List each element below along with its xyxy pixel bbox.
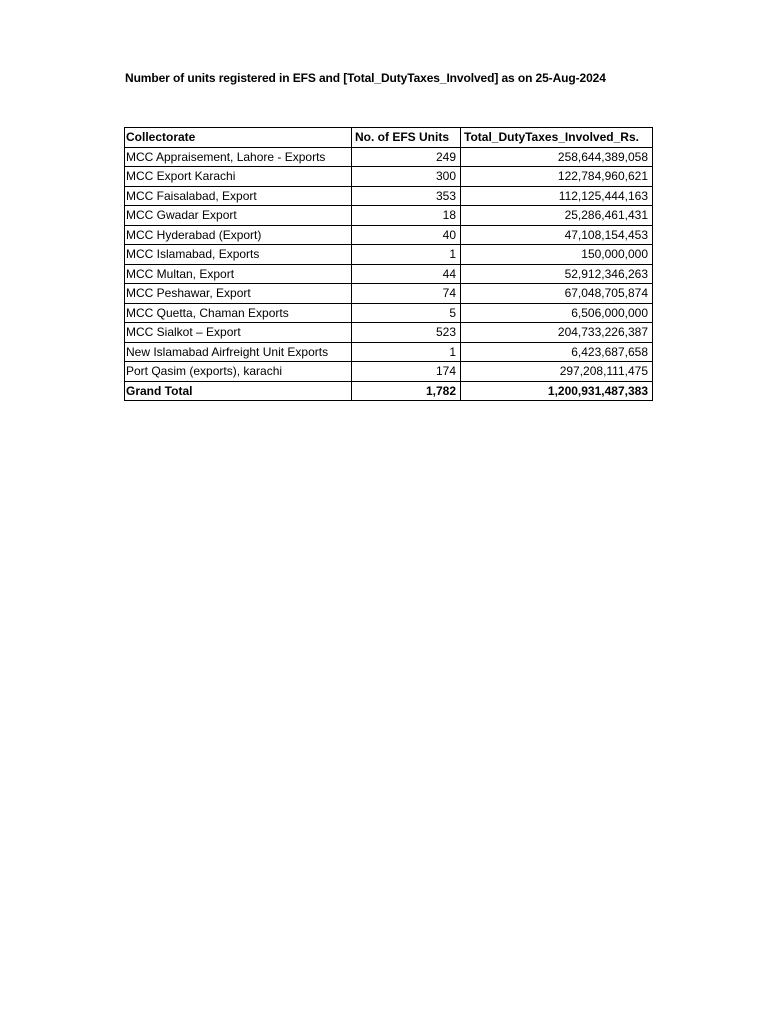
cell-duty-taxes: 258,644,389,058 (461, 147, 653, 167)
table-row (125, 284, 653, 304)
document-title: Number of units registered in EFS and [Total_DutyTaxes_Involved] as on 25-Aug-2024 (125, 71, 606, 85)
cell-duty-taxes: 52,912,346,263 (461, 264, 653, 284)
cell-collectorate: MCC Appraisement, Lahore - Exports (125, 147, 352, 167)
cell-collectorate: MCC Quetta, Chaman Exports (125, 303, 352, 323)
cell-duty-taxes: 6,423,687,658 (461, 342, 653, 362)
cell-duty-taxes: 112,125,444,163 (461, 186, 653, 206)
cell-duty-taxes: 25,286,461,431 (461, 206, 653, 226)
table-row (125, 342, 653, 362)
cell-efs-units: 523 (352, 323, 461, 343)
cell-collectorate: MCC Export Karachi (125, 167, 352, 187)
table-row (125, 362, 653, 382)
table-row (125, 225, 653, 245)
cell-efs-units: 174 (352, 362, 461, 382)
cell-collectorate: MCC Sialkot – Export (125, 323, 352, 343)
table-header-row (125, 128, 653, 148)
cell-collectorate: Port Qasim (exports), karachi (125, 362, 352, 382)
cell-efs-units: 74 (352, 284, 461, 304)
table-row (125, 206, 653, 226)
cell-efs-units: 18 (352, 206, 461, 226)
cell-efs-units: 353 (352, 186, 461, 206)
cell-duty-taxes: 122,784,960,621 (461, 167, 653, 187)
cell-collectorate: New Islamabad Airfreight Unit Exports (125, 342, 352, 362)
table-row (125, 186, 653, 206)
cell-collectorate: MCC Islamabad, Exports (125, 245, 352, 265)
cell-collectorate: MCC Hyderabad (Export) (125, 225, 352, 245)
cell-duty-taxes: 297,208,111,475 (461, 362, 653, 382)
cell-collectorate: MCC Multan, Export (125, 264, 352, 284)
cell-duty-taxes: 150,000,000 (461, 245, 653, 265)
table-row (125, 323, 653, 343)
table-row (125, 147, 653, 167)
table-row (125, 264, 653, 284)
column-header-collectorate: Collectorate (125, 128, 352, 148)
cell-efs-units: 40 (352, 225, 461, 245)
cell-duty-taxes: 47,108,154,453 (461, 225, 653, 245)
cell-collectorate: MCC Gwadar Export (125, 206, 352, 226)
table-row (125, 167, 653, 187)
table-row (125, 303, 653, 323)
grand-total-taxes: 1,200,931,487,383 (461, 381, 653, 401)
cell-duty-taxes: 204,733,226,387 (461, 323, 653, 343)
table-row (125, 245, 653, 265)
cell-collectorate: MCC Faisalabad, Export (125, 186, 352, 206)
column-header-duty-taxes: Total_DutyTaxes_Involved_Rs. (461, 128, 653, 148)
cell-efs-units: 300 (352, 167, 461, 187)
grand-total-row (125, 381, 653, 401)
cell-collectorate: MCC Peshawar, Export (125, 284, 352, 304)
column-header-efs-units: No. of EFS Units (352, 128, 461, 148)
cell-efs-units: 1 (352, 342, 461, 362)
grand-total-label: Grand Total (125, 381, 352, 401)
cell-efs-units: 44 (352, 264, 461, 284)
cell-duty-taxes: 67,048,705,874 (461, 284, 653, 304)
cell-efs-units: 5 (352, 303, 461, 323)
cell-efs-units: 1 (352, 245, 461, 265)
grand-total-units: 1,782 (352, 381, 461, 401)
cell-duty-taxes: 6,506,000,000 (461, 303, 653, 323)
cell-efs-units: 249 (352, 147, 461, 167)
efs-units-table (124, 127, 653, 401)
